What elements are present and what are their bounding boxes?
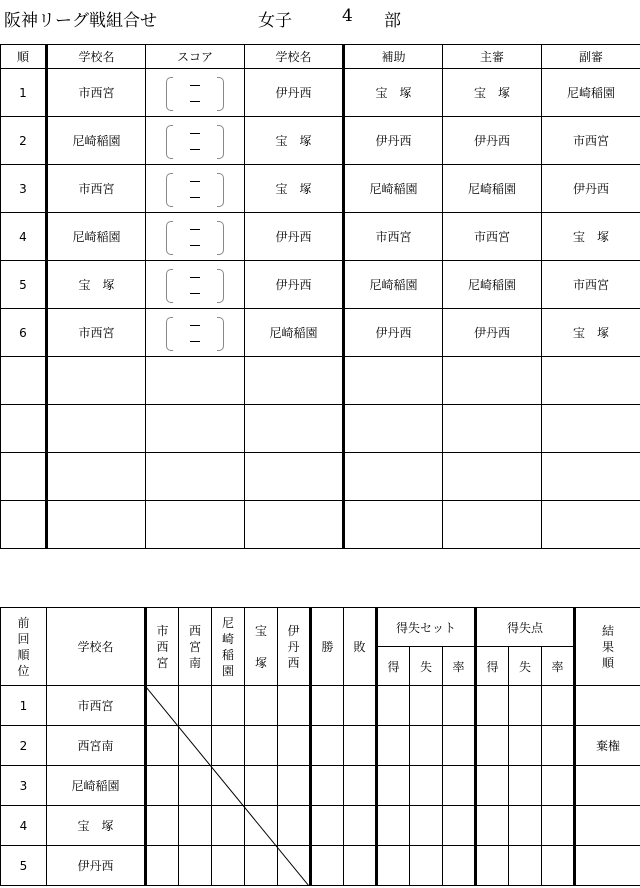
sets-ratio-cell[interactable]: [443, 726, 476, 766]
empty-cell: [1, 501, 47, 549]
sets-won-cell[interactable]: [377, 766, 410, 806]
team-b: 伊丹西: [245, 69, 344, 117]
score-dash-top: [190, 277, 200, 278]
match-result-cell[interactable]: [212, 726, 245, 766]
empty-cell: [146, 501, 245, 549]
sets-ratio-cell[interactable]: [443, 846, 476, 886]
match-result-cell[interactable]: [278, 766, 311, 806]
score-bracket: [146, 121, 244, 161]
points-lost-cell[interactable]: [509, 846, 542, 886]
match-result-cell[interactable]: [245, 806, 278, 846]
header-opp-4-text: 宝 塚: [254, 623, 267, 670]
header-sets-ratio: 率: [443, 647, 476, 686]
empty-cell: [344, 501, 443, 549]
header-sets-won: 得: [377, 647, 410, 686]
points-ratio-cell[interactable]: [542, 726, 575, 766]
team-a: 市西宮: [47, 165, 146, 213]
sub-referee: 宝 塚: [542, 213, 640, 261]
bracket-left: [166, 317, 173, 351]
points-lost-cell[interactable]: [509, 806, 542, 846]
result-cell[interactable]: [575, 846, 640, 886]
sub-referee: 市西宮: [542, 261, 640, 309]
schedule-row: [1, 453, 640, 501]
schedule-row: [1, 357, 640, 405]
referee: 尼崎稲園: [443, 165, 542, 213]
bracket-left: [166, 173, 173, 207]
team-b: 宝 塚: [245, 117, 344, 165]
bracket-right: [217, 173, 224, 207]
schedule-row: [1, 261, 640, 309]
assistant: 伊丹西: [344, 117, 443, 165]
match-result-cell[interactable]: [245, 686, 278, 726]
points-won-cell[interactable]: [476, 726, 509, 766]
empty-cell: [146, 405, 245, 453]
score-cell[interactable]: [146, 213, 245, 261]
team-b: 尼崎稲園: [245, 309, 344, 357]
title-group: 女子: [258, 11, 292, 31]
score-bracket: [146, 313, 244, 353]
header-prev-rank-text: 前 回 順 位: [17, 615, 30, 678]
points-won-cell[interactable]: [476, 686, 509, 726]
header-opp-5: [278, 608, 311, 686]
empty-cell: [344, 357, 443, 405]
empty-cell: [443, 453, 542, 501]
team-a: 市西宮: [47, 69, 146, 117]
schedule-row: [1, 117, 640, 165]
match-result-cell[interactable]: [179, 726, 212, 766]
school-name: 西宮南: [47, 726, 146, 766]
title-main: 阪神リーグ戦組合せ: [4, 11, 157, 31]
empty-cell: [146, 453, 245, 501]
result-cell[interactable]: [575, 686, 640, 726]
score-dash-top: [190, 133, 200, 134]
empty-cell: [245, 357, 344, 405]
match-result-cell[interactable]: [179, 846, 212, 886]
sub-referee: 市西宮: [542, 117, 640, 165]
header-win: 勝: [311, 608, 344, 686]
header-opp-3: [212, 608, 245, 686]
standings-row: [1, 686, 640, 726]
header-opp-4: [245, 608, 278, 686]
bracket-right: [217, 317, 224, 351]
prev-rank: 2: [1, 726, 47, 766]
match-number: 3: [1, 165, 47, 213]
score-cell[interactable]: [146, 117, 245, 165]
header-points-ratio: 率: [542, 647, 575, 686]
match-result-cell[interactable]: [146, 846, 179, 886]
prev-rank: 5: [1, 846, 47, 886]
points-ratio-cell[interactable]: [542, 766, 575, 806]
header-opp-3-text: 尼 崎 稲 園: [221, 615, 234, 678]
header-score: スコア: [146, 45, 245, 69]
referee: 市西宮: [443, 213, 542, 261]
standings-row: [1, 726, 640, 766]
match-number: 4: [1, 213, 47, 261]
match-result-cell[interactable]: [179, 806, 212, 846]
match-number: 6: [1, 309, 47, 357]
points-won-cell[interactable]: [476, 846, 509, 886]
bracket-left: [166, 221, 173, 255]
score-dash-bottom: [190, 245, 200, 246]
assistant: 宝 塚: [344, 69, 443, 117]
header-points-lost: 失: [509, 647, 542, 686]
score-dash-bottom: [190, 197, 200, 198]
referee: 尼崎稲園: [443, 261, 542, 309]
school-name: 伊丹西: [47, 846, 146, 886]
prev-rank: 1: [1, 686, 47, 726]
header-referee: 主審: [443, 45, 542, 69]
empty-cell: [47, 357, 146, 405]
bracket-right: [217, 221, 224, 255]
empty-cell: [245, 405, 344, 453]
header-opp-1-text: 市 西 宮: [156, 623, 169, 670]
losses-cell[interactable]: [344, 686, 377, 726]
bracket-right: [217, 125, 224, 159]
referee: 伊丹西: [443, 309, 542, 357]
bracket-right: [217, 269, 224, 303]
bracket-left: [166, 125, 173, 159]
score-bracket: [146, 265, 244, 305]
points-lost-cell[interactable]: [509, 766, 542, 806]
match-result-cell[interactable]: [146, 806, 179, 846]
header-points-won: 得: [476, 647, 509, 686]
header-school: 学校名: [47, 608, 146, 686]
score-dash-bottom: [190, 149, 200, 150]
points-lost-cell[interactable]: [509, 726, 542, 766]
team-a: 尼崎稲園: [47, 117, 146, 165]
header-opp-5-text: 伊 丹 西: [287, 623, 300, 670]
result-cell[interactable]: [575, 806, 640, 846]
match-result-cell[interactable]: [212, 806, 245, 846]
match-result-cell[interactable]: [146, 766, 179, 806]
team-a: 尼崎稲園: [47, 213, 146, 261]
match-result-cell[interactable]: [245, 766, 278, 806]
match-result-cell[interactable]: [212, 766, 245, 806]
sets-ratio-cell[interactable]: [443, 686, 476, 726]
assistant: 伊丹西: [344, 309, 443, 357]
page-title: [4, 6, 640, 30]
referee: 伊丹西: [443, 117, 542, 165]
sets-lost-cell[interactable]: [410, 766, 443, 806]
team-b: 伊丹西: [245, 261, 344, 309]
title-division-no: 4: [342, 6, 353, 26]
sub-referee: 宝 塚: [542, 309, 640, 357]
score-dash-top: [190, 181, 200, 182]
score-dash-bottom: [190, 293, 200, 294]
empty-cell: [245, 501, 344, 549]
score-dash-top: [190, 325, 200, 326]
wins-cell[interactable]: [311, 806, 344, 846]
schedule-row: [1, 309, 640, 357]
points-lost-cell[interactable]: [509, 686, 542, 726]
score-dash-bottom: [190, 341, 200, 342]
standings-row: [1, 806, 640, 846]
school-name: 宝 塚: [47, 806, 146, 846]
score-dash-bottom: [190, 101, 200, 102]
empty-cell: [542, 501, 640, 549]
empty-cell: [443, 405, 542, 453]
header-school-b: 学校名: [245, 45, 344, 69]
wins-cell[interactable]: [311, 766, 344, 806]
score-cell[interactable]: [146, 261, 245, 309]
match-result-cell[interactable]: [278, 726, 311, 766]
assistant: 尼崎稲園: [344, 165, 443, 213]
match-result-cell[interactable]: [278, 806, 311, 846]
empty-cell: [344, 405, 443, 453]
assistant: 市西宮: [344, 213, 443, 261]
points-ratio-cell[interactable]: [542, 846, 575, 886]
match-number: 2: [1, 117, 47, 165]
losses-cell[interactable]: [344, 846, 377, 886]
empty-cell: [47, 453, 146, 501]
empty-cell: [542, 405, 640, 453]
match-result-cell[interactable]: [245, 846, 278, 886]
result-cell[interactable]: 棄権: [575, 726, 640, 766]
wins-cell[interactable]: [311, 846, 344, 886]
header-loss: 敗: [344, 608, 377, 686]
team-b: 伊丹西: [245, 213, 344, 261]
match-number: 5: [1, 261, 47, 309]
match-result-cell[interactable]: [212, 686, 245, 726]
bracket-left: [166, 77, 173, 111]
standings-row: [1, 766, 640, 806]
losses-cell[interactable]: [344, 766, 377, 806]
header-sets-lost: 失: [410, 647, 443, 686]
empty-cell: [146, 357, 245, 405]
team-a: 市西宮: [47, 309, 146, 357]
standings-row: [1, 846, 640, 886]
match-result-cell[interactable]: [245, 726, 278, 766]
sets-lost-cell[interactable]: [410, 686, 443, 726]
empty-cell: [47, 405, 146, 453]
score-cell[interactable]: [146, 165, 245, 213]
score-dash-top: [190, 85, 200, 86]
points-ratio-cell[interactable]: [542, 686, 575, 726]
empty-cell: [344, 453, 443, 501]
schedule-row: [1, 165, 640, 213]
empty-cell: [1, 357, 47, 405]
match-result-cell[interactable]: [179, 686, 212, 726]
empty-cell: [47, 501, 146, 549]
header-sets: 得失セット: [377, 608, 476, 647]
sets-lost-cell[interactable]: [410, 726, 443, 766]
assistant: 尼崎稲園: [344, 261, 443, 309]
header-result: [575, 608, 640, 686]
score-dash-top: [190, 229, 200, 230]
match-number: 1: [1, 69, 47, 117]
points-ratio-cell[interactable]: [542, 806, 575, 846]
empty-cell: [1, 405, 47, 453]
score-bracket: [146, 169, 244, 209]
sets-won-cell[interactable]: [377, 726, 410, 766]
header-prev-rank: [1, 608, 47, 686]
score-cell[interactable]: [146, 309, 245, 357]
points-won-cell[interactable]: [476, 806, 509, 846]
match-result-cell[interactable]: [278, 686, 311, 726]
header-school-a: 学校名: [47, 45, 146, 69]
empty-cell: [542, 357, 640, 405]
losses-cell[interactable]: [344, 806, 377, 846]
schedule-row: [1, 405, 640, 453]
empty-cell: [542, 453, 640, 501]
sub-referee: 伊丹西: [542, 165, 640, 213]
header-sub-referee: 副審: [542, 45, 640, 69]
match-result-cell[interactable]: [146, 726, 179, 766]
score-bracket: [146, 73, 244, 113]
match-result-cell[interactable]: [278, 846, 311, 886]
schedule-row: [1, 213, 640, 261]
header-assistant: 補助: [344, 45, 443, 69]
match-result-cell[interactable]: [212, 846, 245, 886]
result-cell[interactable]: [575, 766, 640, 806]
standings-header-row: [1, 608, 640, 647]
empty-cell: [443, 501, 542, 549]
header-result-text: 結 果 順: [602, 623, 615, 670]
team-a: 宝 塚: [47, 261, 146, 309]
header-points: 得失点: [476, 608, 575, 647]
score-cell[interactable]: [146, 69, 245, 117]
prev-rank: 4: [1, 806, 47, 846]
header-order: 順: [1, 45, 47, 69]
team-b: 宝 塚: [245, 165, 344, 213]
referee: 宝 塚: [443, 69, 542, 117]
schedule-table: [0, 44, 640, 549]
standings-table: [0, 607, 640, 886]
school-name: 市西宮: [47, 686, 146, 726]
sets-ratio-cell[interactable]: [443, 806, 476, 846]
bracket-right: [217, 77, 224, 111]
score-bracket: [146, 217, 244, 257]
sets-won-cell[interactable]: [377, 806, 410, 846]
sets-won-cell[interactable]: [377, 846, 410, 886]
header-opp-2: [179, 608, 212, 686]
points-won-cell[interactable]: [476, 766, 509, 806]
prev-rank: 3: [1, 766, 47, 806]
losses-cell[interactable]: [344, 726, 377, 766]
sets-ratio-cell[interactable]: [443, 766, 476, 806]
schedule-row: [1, 501, 640, 549]
schedule-row: [1, 69, 640, 117]
title-division: 部: [384, 11, 401, 31]
empty-cell: [443, 357, 542, 405]
sets-won-cell[interactable]: [377, 686, 410, 726]
empty-cell: [1, 453, 47, 501]
match-result-cell[interactable]: [179, 766, 212, 806]
wins-cell[interactable]: [311, 726, 344, 766]
sets-lost-cell[interactable]: [410, 846, 443, 886]
wins-cell[interactable]: [311, 686, 344, 726]
bracket-left: [166, 269, 173, 303]
sets-lost-cell[interactable]: [410, 806, 443, 846]
match-result-cell[interactable]: [146, 686, 179, 726]
header-opp-1: [146, 608, 179, 686]
school-name: 尼崎稲園: [47, 766, 146, 806]
header-opp-2-text: 西 宮 南: [188, 623, 201, 670]
schedule-header-row: [1, 45, 640, 69]
sub-referee: 尼崎稲園: [542, 69, 640, 117]
empty-cell: [245, 453, 344, 501]
